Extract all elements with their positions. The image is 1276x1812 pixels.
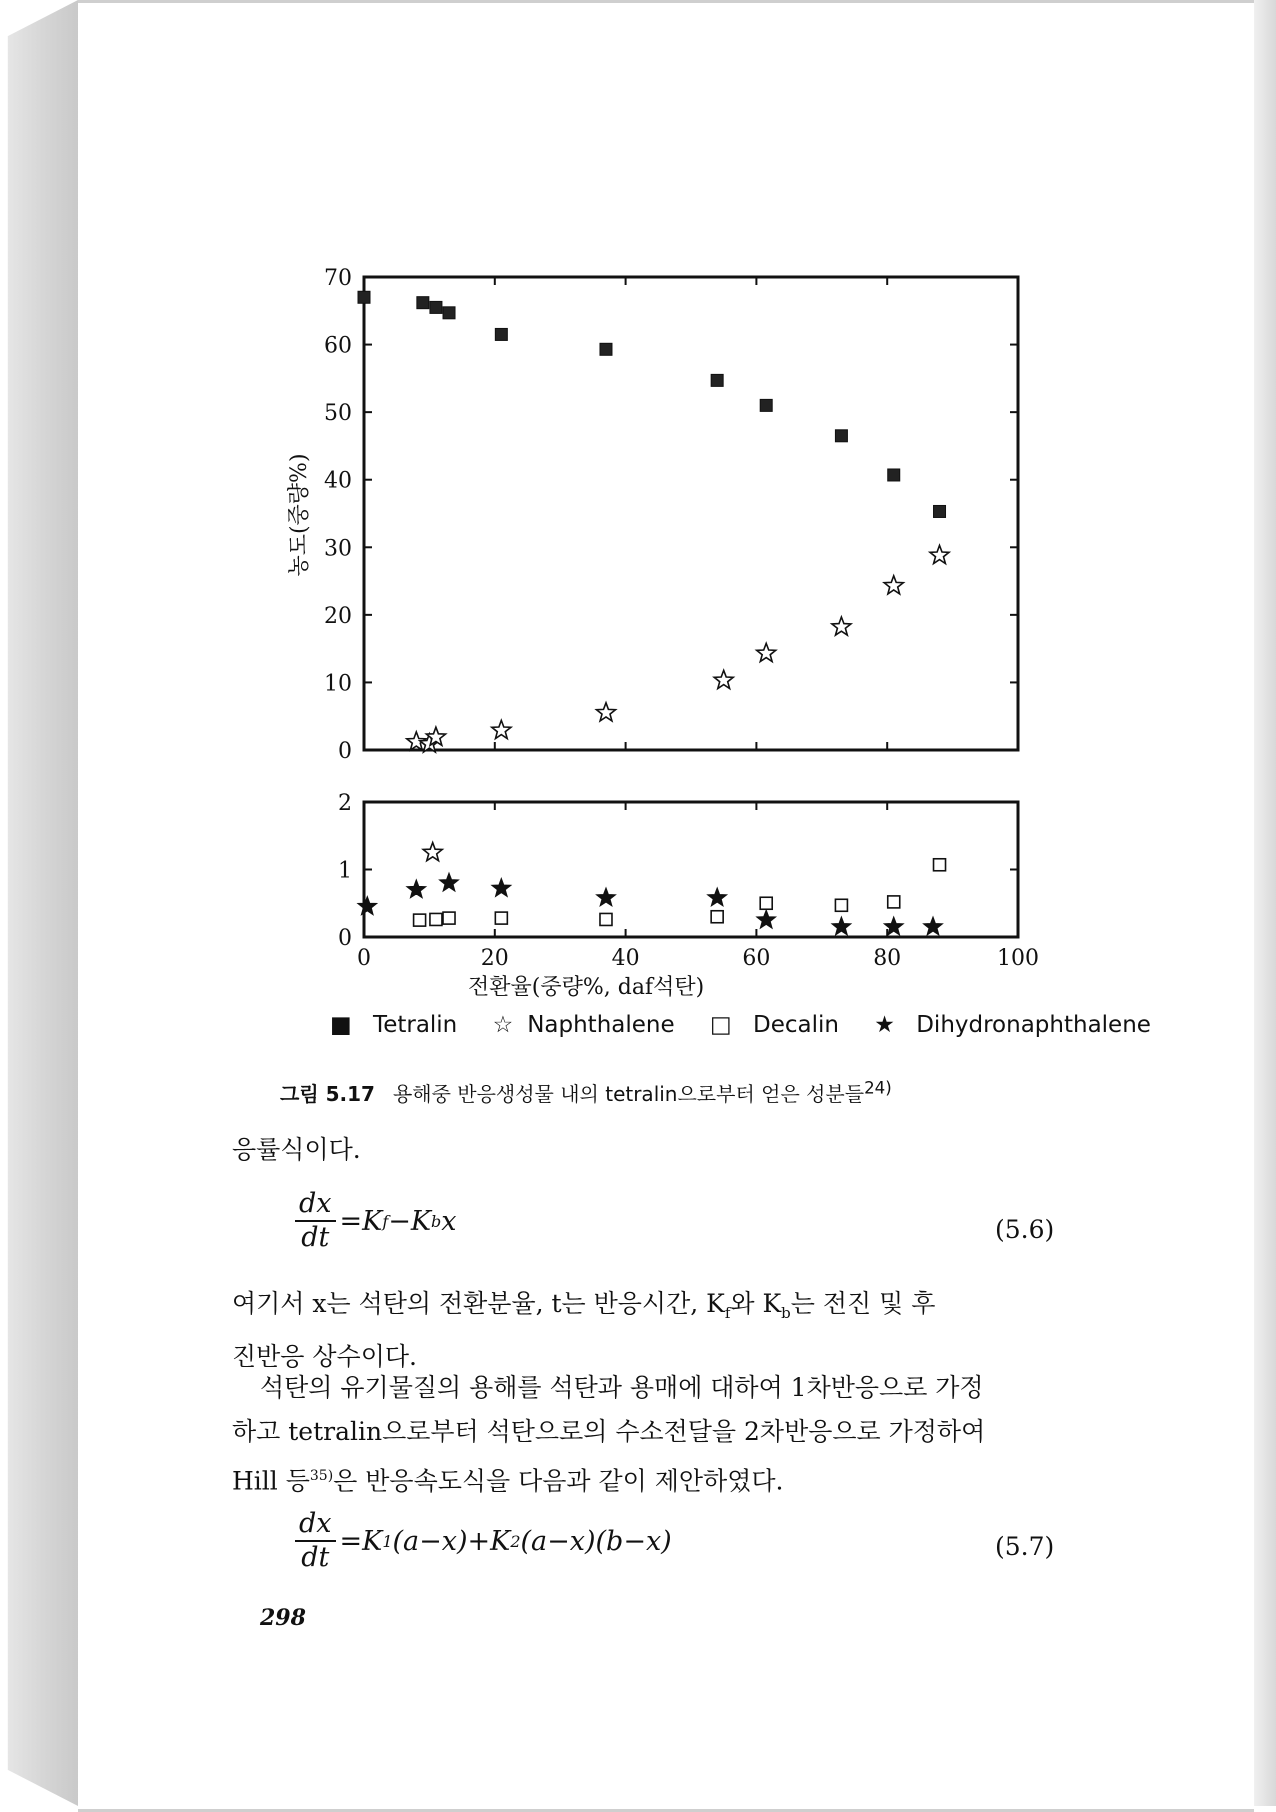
y-tick-label-top: 60 [324, 333, 352, 359]
point-decalin [835, 899, 847, 911]
legend-dihydronaphthalene: ★ Dihydronaphthalene [874, 1012, 1151, 1038]
point-naphthalene [492, 720, 511, 738]
y-axis-label: 농도(중량%) [287, 453, 312, 577]
point-dihydronaphthalene [597, 888, 616, 906]
eq1-denominator: dt [301, 1222, 330, 1253]
caption-text: 용해중 반응생성물 내의 tetralin으로부터 얻은 성분들 [392, 1082, 865, 1106]
point-decalin [934, 859, 946, 871]
body-line: 응률식이다. [232, 1135, 361, 1164]
legend-naphthalene: ☆ Naphthalene [492, 1012, 675, 1038]
y-tick-label-top: 50 [324, 401, 352, 427]
top-panel-frame [364, 277, 1018, 750]
y-tick-label-top: 70 [324, 266, 352, 291]
point-naphthalene [423, 843, 442, 861]
filled-square-icon: ■ [330, 1012, 352, 1038]
point-tetralin [711, 374, 723, 386]
paragraph-1 [232, 1282, 1092, 1379]
open-star-icon: ☆ [492, 1012, 514, 1038]
point-naphthalene [832, 617, 851, 635]
point-tetralin [417, 297, 429, 309]
eq1-numerator: dx [295, 1188, 336, 1222]
point-tetralin [600, 343, 612, 355]
equation-5-7: $\frac{dx}{dt}$ =K 1 (a−x)+K 2 (a−x)(b−x) [295, 1508, 672, 1574]
filled-star-icon: ★ [874, 1012, 895, 1038]
page-edge [1254, 0, 1276, 1806]
point-naphthalene [884, 576, 903, 594]
point-dihydronaphthalene [832, 917, 851, 935]
point-decalin [760, 897, 772, 909]
point-dihydronaphthalene [440, 873, 459, 891]
legend-tetralin: ■ Tetralin [330, 1012, 458, 1038]
paragraph-2-line-2: 하고 tetralin으로부터 석탄으로의 수소전달을 2차반응으로 가정하여 [232, 1417, 986, 1446]
caption-ref: 24) [864, 1078, 892, 1098]
point-tetralin [760, 399, 772, 411]
book-spine [0, 0, 78, 1806]
point-decalin [888, 896, 900, 908]
point-tetralin [835, 430, 847, 442]
x-tick-label: 20 [480, 946, 509, 971]
paragraph-2 [232, 1366, 1092, 1503]
point-tetralin [443, 307, 455, 319]
figure-chart [280, 265, 1070, 1035]
point-naphthalene [597, 703, 616, 721]
point-dihydronaphthalene [492, 878, 511, 896]
point-decalin [443, 912, 455, 924]
point-tetralin [430, 301, 442, 313]
point-decalin [600, 913, 612, 925]
y-tick-label-top: 10 [324, 671, 352, 697]
point-decalin [414, 914, 426, 926]
point-naphthalene [930, 545, 949, 563]
point-dihydronaphthalene [757, 910, 776, 928]
eq2-numerator: dx [295, 1508, 336, 1542]
point-decalin [430, 913, 442, 925]
point-naphthalene [714, 670, 733, 688]
paragraph-2-line-1: 석탄의 유기물질의 용해를 석탄과 용매에 대하여 1차반응으로 가정 [260, 1373, 984, 1402]
bottom-panel-frame [364, 802, 1018, 937]
y-tick-label-bottom: 1 [338, 858, 352, 884]
point-tetralin [495, 328, 507, 340]
paragraph-1-line-1: 여기서 x는 석탄의 전환분율, t는 반응시간, $K_f$와 $K_b$는 전진 및 후 [232, 1289, 936, 1322]
point-decalin [495, 912, 507, 924]
y-tick-label-top: 40 [324, 468, 352, 494]
legend [330, 1012, 1179, 1038]
x-tick-label: 100 [997, 946, 1039, 971]
equation-label-5-6: (5.6) [995, 1215, 1055, 1244]
page-number: 298 [260, 1605, 306, 1631]
x-axis-label: 전환율(중량%, daf석탄) [468, 975, 705, 1000]
paragraph-1-line-2: 진반응 상수이다. [232, 1342, 417, 1371]
y-tick-label-top: 30 [324, 536, 352, 562]
point-dihydronaphthalene [924, 917, 943, 935]
point-dihydronaphthalene [708, 888, 727, 906]
x-tick-label: 0 [357, 946, 371, 971]
paragraph-2-line-3: Hill 등$^{35)}$은 반응속도식을 다음과 같이 제안하였다. [232, 1466, 784, 1496]
x-tick-label: 40 [611, 946, 640, 971]
eq2-denominator: dt [301, 1542, 330, 1573]
caption-number: 그림 5.17 [280, 1082, 375, 1106]
x-tick-label: 80 [873, 946, 902, 971]
figure-5-17 [280, 265, 1070, 1035]
y-tick-label-bottom: 2 [338, 791, 352, 816]
point-decalin [711, 911, 723, 923]
y-tick-label-bottom: 0 [338, 926, 352, 951]
open-square-icon: □ [709, 1012, 732, 1038]
point-naphthalene [757, 643, 776, 661]
figure-caption [280, 1078, 892, 1107]
point-tetralin [934, 505, 946, 517]
point-dihydronaphthalene [407, 880, 426, 898]
y-tick-label-top: 0 [338, 739, 352, 764]
equation-label-5-7: (5.7) [995, 1532, 1055, 1561]
x-tick-label: 60 [742, 946, 771, 971]
equation-5-6: $\frac{dx}{dt}$ =K f −K b x [295, 1188, 457, 1254]
y-tick-label-top: 20 [324, 603, 352, 629]
point-dihydronaphthalene [358, 897, 377, 915]
point-tetralin [888, 469, 900, 481]
point-tetralin [358, 291, 370, 303]
legend-decalin: □ Decalin [709, 1012, 839, 1038]
